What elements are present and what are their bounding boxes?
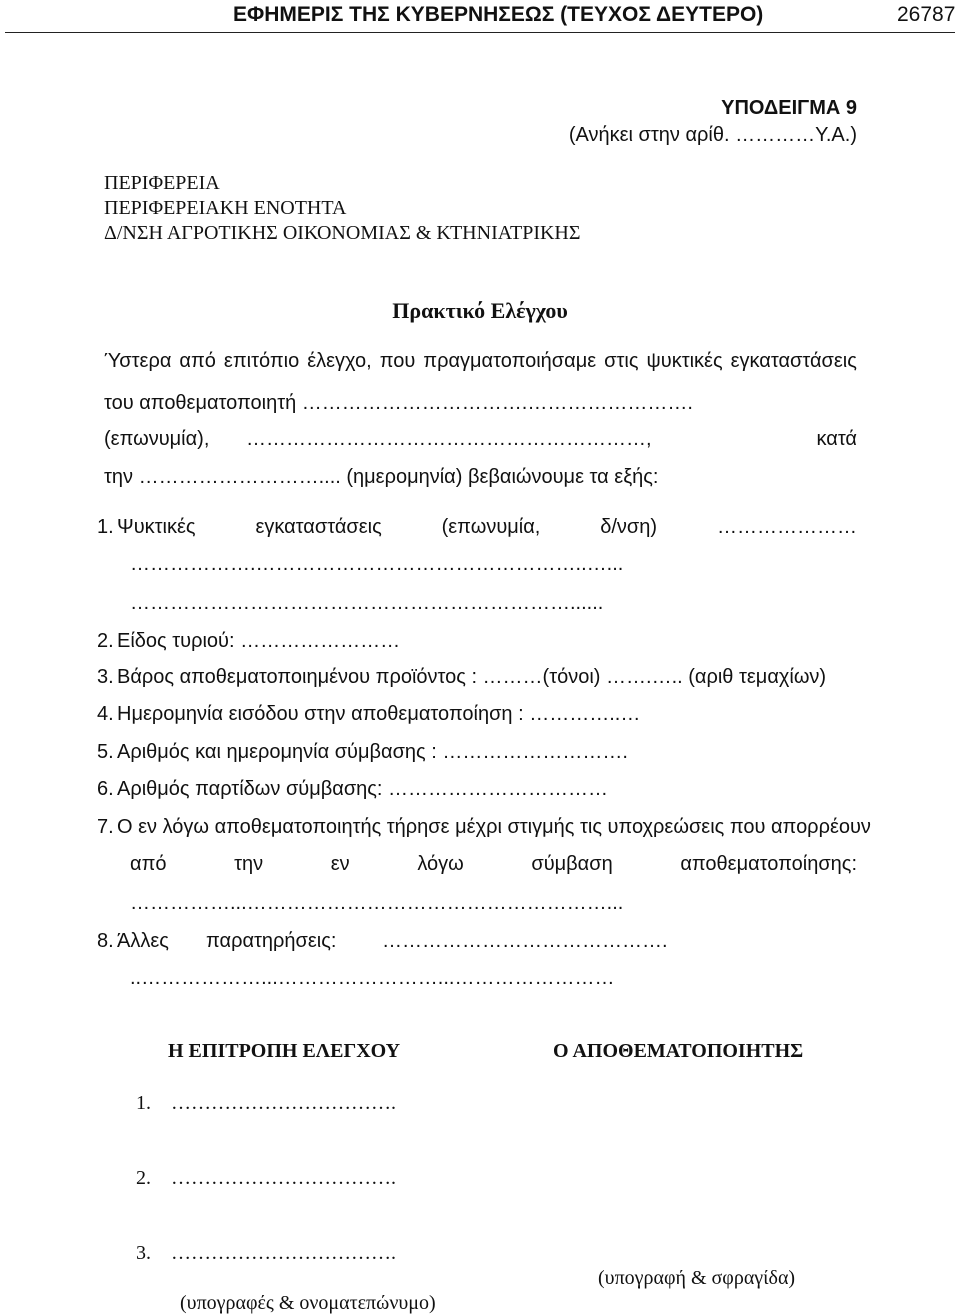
intro-line-1: Ύστερα από επιτόπιο έλεγχο, που πραγματοποιήσαμε στις ψυκτικές εγκαταστάσεις	[104, 350, 857, 372]
signature-3-number: 3.	[136, 1242, 151, 1264]
gazette-title: ΕΦΗΜΕΡΙΣ ΤΗΣ ΚΥΒΕΡΝΗΣΕΩΣ (ΤΕΥΧΟΣ ΔΕΥΤΕΡΟ)	[233, 3, 764, 26]
item-4-number: 4.	[97, 703, 114, 725]
document-title: Πρακτικό Ελέγχου	[392, 298, 568, 323]
intro-line-4: την ……………………….... (ημερομηνία) βεβαιώνουμε τα εξής:	[104, 466, 659, 488]
item-1-text: Ψυκτικές εγκαταστάσεις (επωνυμία, δ/νση) …………………	[117, 516, 857, 538]
item-6-number: 6.	[97, 778, 114, 800]
item-7-text: Ο εν λόγω αποθεματοποιητής τήρησε μέχρι στιγμής τις υποχρεώσεις που απορρέουν	[117, 816, 871, 838]
item-8-continuation: ..………………...……………………...……………………	[130, 967, 615, 989]
keeper-title: Ο ΑΠΟΘΕΜΑΤΟΠΟΙΗΤΗΣ	[553, 1040, 804, 1062]
item-8-dots: …………………………………….	[382, 930, 668, 952]
item-7-number: 7.	[97, 816, 114, 838]
item-3-number: 3.	[97, 666, 114, 688]
intro-line-2: του αποθεματοποιητή …………………………….…………………….	[104, 392, 693, 414]
item-1-continuation-1: ……………….…………………………………………..…...	[130, 553, 624, 575]
page-number: 26787	[897, 3, 956, 26]
authority-region: ΠΕΡΙΦΕΡΕΙΑ	[104, 172, 220, 194]
item-2-text: Είδος τυριού: ……………………	[117, 630, 401, 652]
item-3-text: Βάρος αποθεματοποιημένου προϊόντος : ………(τόνοι) …….….. (αριθ τεμαχίων)	[117, 666, 827, 688]
intro-line-3a: (επωνυμία),	[104, 428, 210, 450]
item-4-text: Ημερομηνία εισόδου στην αποθεματοποίηση : …………..…	[117, 703, 641, 725]
authority-directorate: Δ/ΝΣΗ ΑΓΡΟΤΙΚΗΣ ΟΙΚΟΝΟΜΙΑΣ & ΚΤΗΝΙΑΤΡΙΚΗΣ	[104, 222, 581, 244]
item-6-text: Αριθμός παρτίδων σύμβασης: ……………………………	[117, 778, 609, 800]
intro-line-3c: κατά	[816, 428, 857, 450]
signature-1-number: 1.	[136, 1092, 151, 1114]
item-2-number: 2.	[97, 630, 114, 652]
committee-caption: (υπογραφές & ονοματεπώνυμο)	[180, 1292, 436, 1314]
sample-note: (Ανήκει στην αρίθ. …………Υ.Α.)	[568, 124, 857, 146]
signature-3-line: …………………………….	[171, 1242, 396, 1264]
signature-1-line: …………………………….	[171, 1092, 396, 1114]
keeper-caption: (υπογραφή & σφραγίδα)	[598, 1267, 796, 1289]
authority-unit: ΠΕΡΙΦΕΡΕΙΑΚΗ ΕΝΟΤΗΤΑ	[104, 197, 347, 219]
signature-2-line: …………………………….	[171, 1167, 396, 1189]
signature-2-number: 2.	[136, 1167, 151, 1189]
intro-line-3b: ……………………………………………………,	[246, 428, 658, 450]
committee-title: Η ΕΠΙΤΡΟΠΗ ΕΛΕΓΧΟΥ	[168, 1040, 401, 1062]
sample-title: ΥΠΟΔΕΙΓΜΑ 9	[721, 97, 857, 119]
item-8-label-2: παρατηρήσεις:	[206, 930, 337, 952]
item-5-number: 5.	[97, 741, 114, 763]
item-5-text: Αριθμός και ημερομηνία σύμβασης : ……………………….	[117, 741, 628, 763]
item-1-number: 1.	[97, 516, 114, 538]
item-8-number: 8.	[97, 930, 114, 952]
header-rule	[5, 32, 955, 33]
item-7-continuation-2: ……………...………………………………………………...	[130, 892, 624, 914]
item-1-continuation-2: …………………………………………………………......	[130, 592, 604, 614]
item-7-continuation-1: από την εν λόγω σύμβαση αποθεματοποίησης:	[130, 853, 857, 875]
item-8-label-1: Άλλες	[117, 930, 169, 952]
